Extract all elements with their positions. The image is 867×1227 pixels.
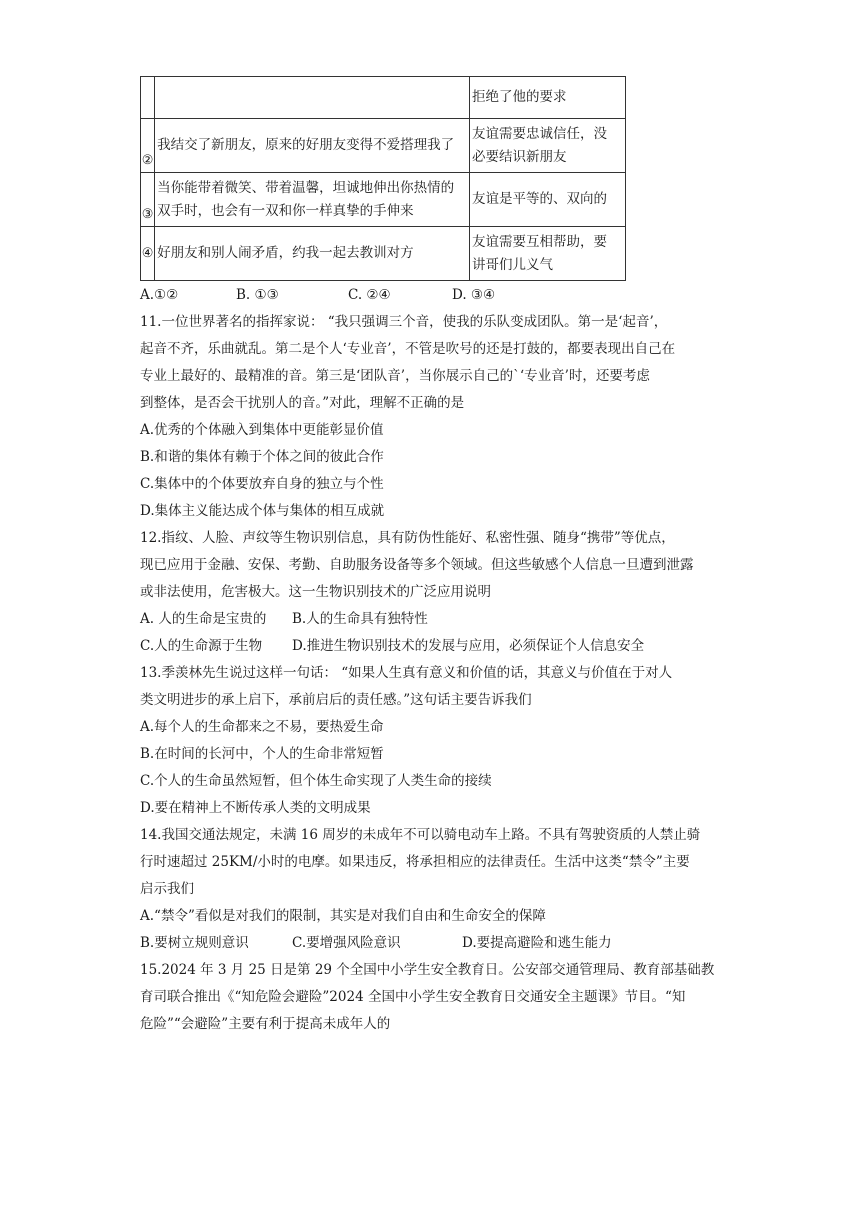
q14-option-b[interactable]: B.要树立规则意识 bbox=[140, 935, 249, 951]
options-table bbox=[140, 76, 626, 281]
q13-option-c[interactable]: C.个人的生命虽然短暂，但个体生命实现了人类生命的接续 bbox=[140, 773, 492, 789]
question-content bbox=[140, 282, 730, 1038]
scenario-cell: 我结交了新朋友，原来的好朋友变得不爱搭理我了 bbox=[155, 119, 470, 173]
q11-option-a[interactable]: A.优秀的个体融入到集体中更能彰显价值 bbox=[140, 422, 384, 438]
scenario-cell bbox=[155, 173, 470, 227]
table-row bbox=[141, 173, 626, 227]
question-stem-line: 13.季羡林先生说过这样一句话： “如果人生真有意义和价值的话，其意义与价值在于对人 bbox=[140, 665, 673, 681]
question-stem-line: 危险”“会避险”主要有利于提高未成年人的 bbox=[140, 1016, 391, 1032]
table-row bbox=[141, 227, 626, 281]
question-stem-line: 育司联合推出《“知危险会避险”2024 全国中小学生安全教育日交通安全主题课》节目。“知 bbox=[140, 989, 686, 1005]
q14-options-row bbox=[140, 930, 730, 957]
scenario-cell bbox=[155, 77, 470, 119]
q14-option-d[interactable]: D.要提高避险和逃生能力 bbox=[462, 935, 612, 951]
judgment-line: 讲哥们儿义气 bbox=[472, 256, 554, 273]
question-stem-line: 行时速超过 25KM/小时的电摩。如果违反，将承担相应的法律责任。生活中这类“禁令”主要 bbox=[140, 854, 690, 870]
q10-option-b[interactable]: B. ①③ bbox=[236, 287, 279, 303]
question-stem-line: 类文明进步的承上启下，承前启后的责任感。”这句话主要告诉我们 bbox=[140, 692, 532, 708]
question-stem-line: 现已应用于金融、安保、考勤、自助服务设备等多个领域。但这些敏感个人信息一旦遭到泄露 bbox=[140, 557, 694, 573]
question-12 bbox=[140, 525, 730, 660]
question-stem-line: 12.指纹、人脸、声纹等生物识别信息，具有防伪性能好、私密性强、随身“携带”等优点， bbox=[140, 530, 675, 546]
question-15 bbox=[140, 957, 730, 1038]
question-stem-line: 专业上最好的、最精准的音。第三是‘团队音’，当你展示自己的`‘专业音’时，还要考虑 bbox=[140, 368, 650, 384]
question-14 bbox=[140, 822, 730, 957]
q12-options-row bbox=[140, 633, 730, 660]
q12-option-b[interactable]: B.人的生命具有独特性 bbox=[292, 611, 428, 627]
question-stem-line: 或非法使用，危害极大。这一生物识别技术的广泛应用说明 bbox=[140, 584, 491, 600]
judgment-line: 友谊需要互相帮助，要 bbox=[472, 233, 608, 250]
q11-option-c[interactable]: C.集体中的个体要放弃自身的独立与个性 bbox=[140, 476, 384, 492]
question-stem-line: 14.我国交通法规定，未满 16 周岁的未成年不可以骑电动车上路。不具有驾驶资质的人禁止骑 bbox=[140, 827, 701, 843]
judgment-cell bbox=[470, 119, 626, 173]
q13-option-b[interactable]: B.在时间的长河中，个人的生命非常短暂 bbox=[140, 746, 384, 762]
row-number: ③ bbox=[141, 173, 155, 227]
scenario-line: 当你能带着微笑、带着温馨，坦诚地伸出你热情的 bbox=[157, 179, 455, 196]
q11-option-b[interactable]: B.和谐的集体有赖于个体之间的彼此合作 bbox=[140, 449, 384, 465]
question-11 bbox=[140, 309, 730, 525]
row-number bbox=[141, 77, 155, 119]
scenario-cell: 好朋友和别人闹矛盾，约我一起去教训对方 bbox=[155, 227, 470, 281]
q12-option-c[interactable]: C.人的生命源于生物 bbox=[140, 638, 263, 654]
q14-option-a[interactable]: A.“禁令”看似是对我们的限制，其实是对我们自由和生命安全的保障 bbox=[140, 908, 546, 924]
q10-option-c[interactable]: C. ②④ bbox=[348, 287, 391, 303]
q12-option-d[interactable]: D.推进生物识别技术的发展与应用，必须保证个人信息安全 bbox=[292, 638, 645, 654]
judgment-cell: 拒绝了他的要求 bbox=[470, 77, 626, 119]
q10-option-a[interactable]: A.①② bbox=[140, 287, 179, 303]
judgment-line: 必要结识新朋友 bbox=[472, 148, 567, 165]
question-stem-line: 到整体，是否会干扰别人的音。”对此，理解不正确的是 bbox=[140, 395, 465, 411]
table-row bbox=[141, 77, 626, 119]
scenario-line: 双手时，也会有一双和你一样真挚的手伸来 bbox=[157, 202, 414, 219]
q12-options-row bbox=[140, 606, 730, 633]
judgment-line: 友谊需要忠诚信任，没 bbox=[472, 125, 608, 142]
q10-options bbox=[140, 282, 730, 309]
row-number: ④ bbox=[141, 227, 155, 281]
q10-option-d[interactable]: D. ③④ bbox=[452, 287, 496, 303]
q14-option-c[interactable]: C.要增强风险意识 bbox=[292, 935, 401, 951]
judgment-cell bbox=[470, 227, 626, 281]
q12-option-a[interactable]: A. 人的生命是宝贵的 bbox=[140, 611, 267, 627]
question-stem-line: 11.一位世界著名的指挥家说： “我只强调三个音，使我的乐队变成团队。第一是‘起音’， bbox=[140, 314, 668, 330]
judgment-cell: 友谊是平等的、双向的 bbox=[470, 173, 626, 227]
question-stem-line: 15.2024 年 3 月 25 日是第 29 个全国中小学生安全教育日。公安部交通管理局、教育部基础教 bbox=[140, 962, 715, 978]
question-stem-line: 启示我们 bbox=[140, 881, 194, 897]
row-number: ② bbox=[141, 119, 155, 173]
q13-option-d[interactable]: D.要在精神上不断传承人类的文明成果 bbox=[140, 800, 371, 816]
q11-option-d[interactable]: D.集体主义能达成个体与集体的相互成就 bbox=[140, 503, 385, 519]
q13-option-a[interactable]: A.每个人的生命都来之不易，要热爱生命 bbox=[140, 719, 384, 735]
question-13 bbox=[140, 660, 730, 822]
question-stem-line: 起音不齐，乐曲就乱。第二是个人‘专业音’，不管是吹号的还是打鼓的，都要表现出自己在 bbox=[140, 341, 676, 357]
table-row bbox=[141, 119, 626, 173]
